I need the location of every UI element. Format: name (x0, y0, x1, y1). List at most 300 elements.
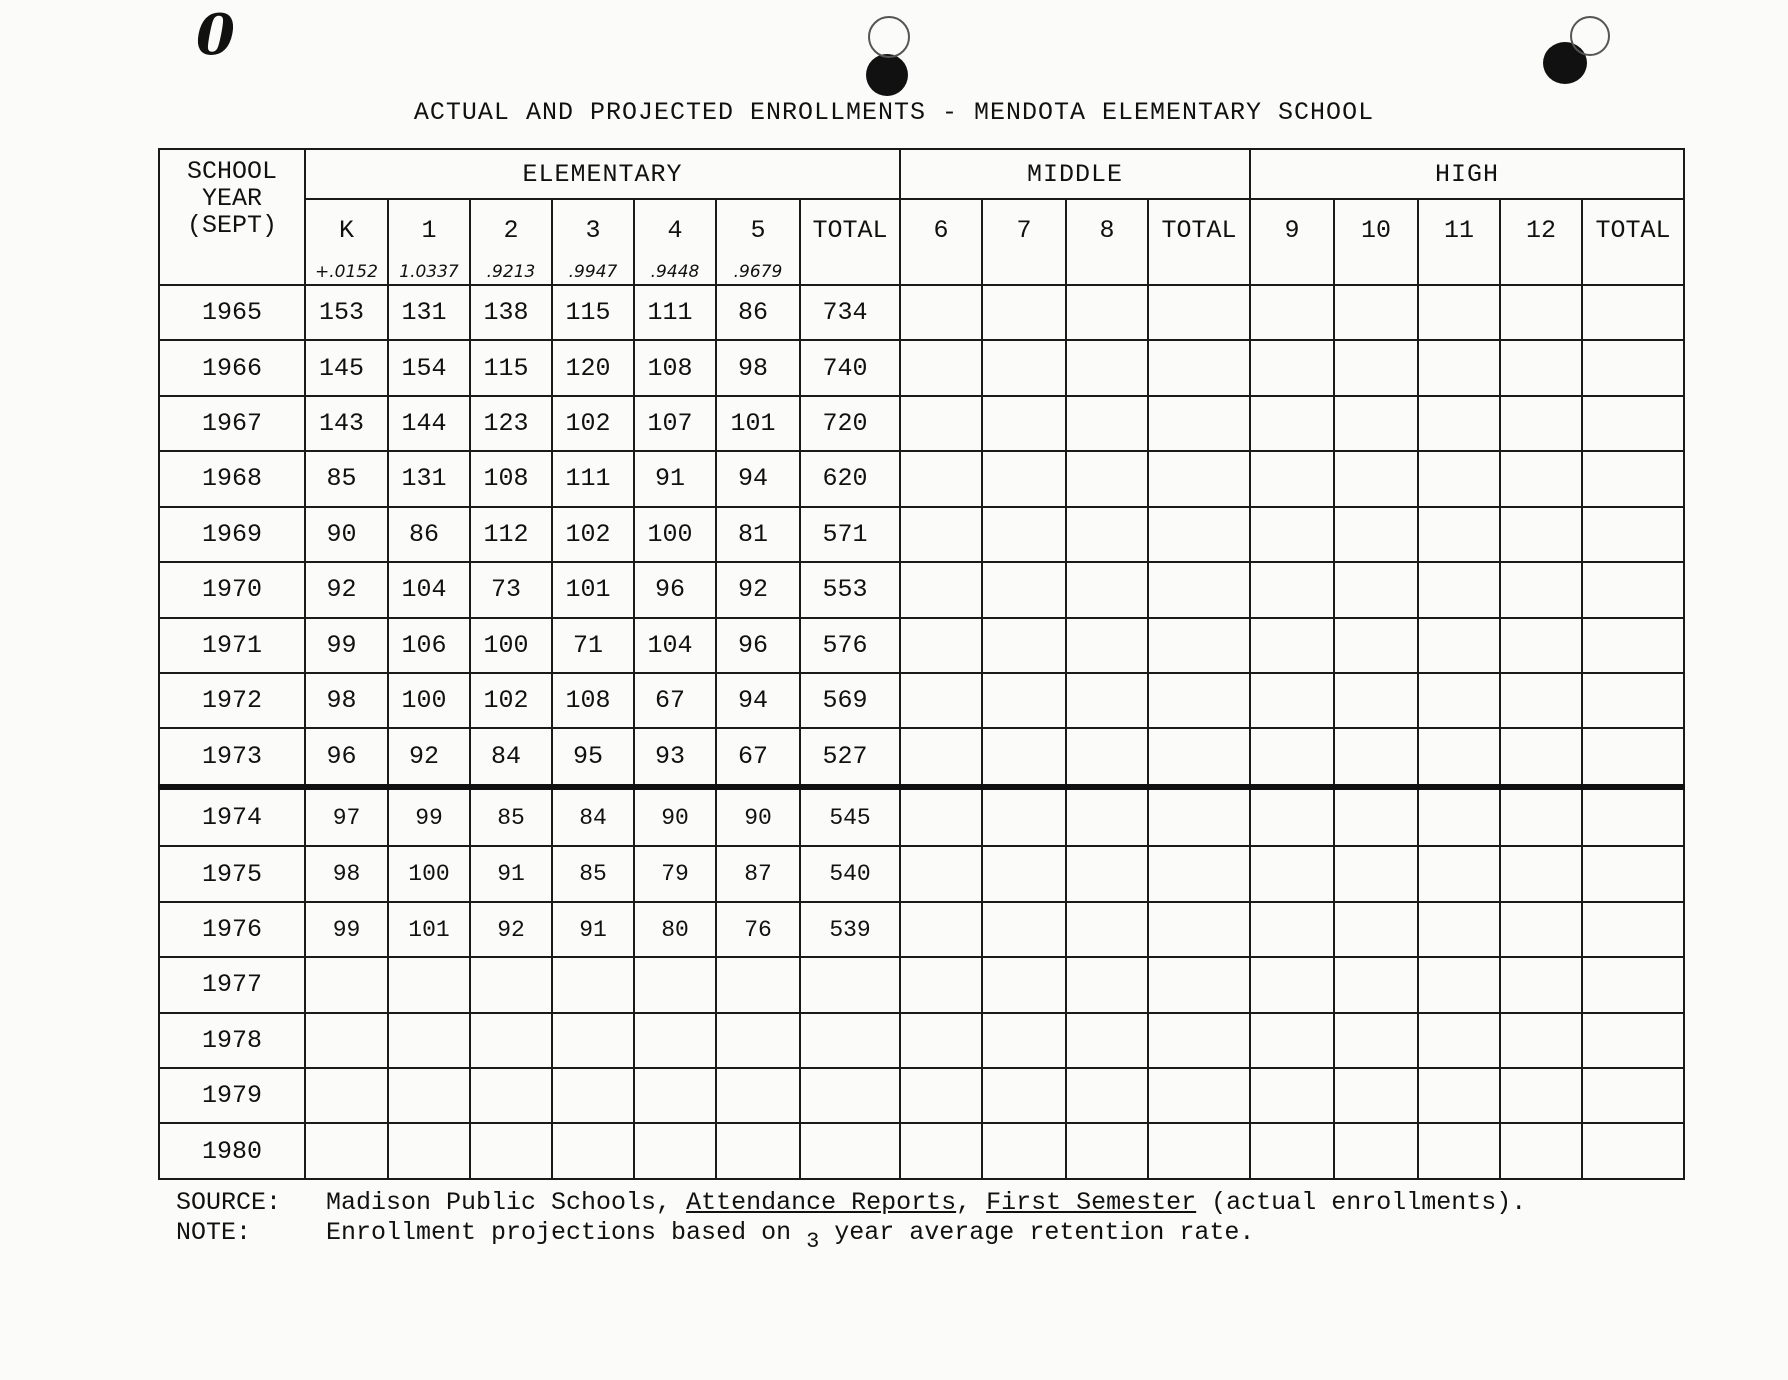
empty-cell (1500, 1013, 1582, 1068)
elementary-total-cell: 553 (800, 562, 900, 617)
year-cell: 1976 (159, 902, 305, 957)
enrollment-cell: 92 (388, 728, 470, 787)
table-row (159, 451, 1684, 506)
empty-cell (1500, 285, 1582, 340)
empty-cell (1066, 846, 1148, 901)
retention-rate: .9213 (486, 262, 536, 282)
empty-cell (1148, 728, 1250, 787)
enrollment-cell: 67 (634, 673, 716, 728)
empty-cell (900, 285, 982, 340)
grade-header-3 (552, 199, 634, 285)
enrollment-cell: 91 (634, 451, 716, 506)
empty-cell (982, 1068, 1066, 1123)
empty-cell (1582, 902, 1684, 957)
grade-header-11 (1418, 199, 1500, 285)
document-title: ACTUAL AND PROJECTED ENROLLMENTS - MENDOTA ELEMENTARY SCHOOL (413, 98, 1375, 127)
empty-cell (1334, 787, 1418, 846)
enrollment-cell: 144 (388, 396, 470, 451)
enrollment-cell (470, 1013, 552, 1068)
grade-label: TOTAL (812, 216, 888, 245)
enrollment-cell: 86 (716, 285, 800, 340)
year-cell: 1975 (159, 846, 305, 901)
enrollment-cell: 92 (305, 562, 388, 617)
source-text: (actual enrollments). (1196, 1188, 1527, 1217)
enrollment-cell: 154 (388, 340, 470, 395)
enrollment-cell: 115 (470, 340, 552, 395)
grade-label: TOTAL (1161, 216, 1237, 245)
year-cell: 1977 (159, 957, 305, 1012)
grade-label: 1 (421, 216, 437, 245)
empty-cell (1582, 957, 1684, 1012)
enrollment-cell: 138 (470, 285, 552, 340)
elementary-total-header (800, 199, 900, 285)
enrollment-cell (552, 957, 634, 1012)
empty-cell (1148, 340, 1250, 395)
table-body (159, 285, 1684, 1179)
enrollment-cell: 95 (552, 728, 634, 787)
empty-cell (1418, 787, 1500, 846)
enrollment-cell (305, 1013, 388, 1068)
empty-cell (1066, 618, 1148, 673)
empty-cell (1148, 902, 1250, 957)
empty-cell (1500, 673, 1582, 728)
enrollment-cell: 96 (305, 728, 388, 787)
grade-label: 2 (503, 216, 519, 245)
source-reference: Attendance Reports (686, 1188, 957, 1217)
header-line: YEAR (201, 184, 262, 213)
source-line (176, 1188, 1526, 1218)
enrollment-cell: 106 (388, 618, 470, 673)
empty-cell (1500, 507, 1582, 562)
grade-header-2 (470, 199, 552, 285)
empty-cell (1418, 285, 1500, 340)
empty-cell (1148, 1013, 1250, 1068)
enrollment-cell (388, 1123, 470, 1179)
enrollment-cell: 101 (716, 396, 800, 451)
elementary-total-cell: 576 (800, 618, 900, 673)
empty-cell (982, 285, 1066, 340)
empty-cell (1500, 396, 1582, 451)
year-cell: 1968 (159, 451, 305, 506)
note-text: year average retention rate. (819, 1218, 1255, 1247)
footer-notes (176, 1188, 1527, 1254)
empty-cell (1334, 340, 1418, 395)
empty-cell (1334, 507, 1418, 562)
empty-cell (1250, 618, 1334, 673)
empty-cell (982, 728, 1066, 787)
elementary-total-cell: 540 (800, 846, 900, 901)
empty-cell (1334, 1068, 1418, 1123)
enrollment-cell: 99 (388, 787, 470, 846)
empty-cell (1418, 451, 1500, 506)
empty-cell (1250, 285, 1334, 340)
grade-label: 9 (1284, 216, 1300, 245)
empty-cell (1500, 340, 1582, 395)
year-cell: 1972 (159, 673, 305, 728)
elementary-total-cell (800, 1013, 900, 1068)
enrollment-cell: 91 (552, 902, 634, 957)
empty-cell (1066, 1013, 1148, 1068)
table-row (159, 1013, 1684, 1068)
year-cell: 1970 (159, 562, 305, 617)
grade-label: 12 (1526, 216, 1557, 245)
year-cell: 1980 (159, 1123, 305, 1179)
empty-cell (1418, 846, 1500, 901)
year-cell: 1969 (159, 507, 305, 562)
empty-cell (1250, 451, 1334, 506)
enrollment-cell: 84 (552, 787, 634, 846)
elementary-total-cell: 571 (800, 507, 900, 562)
enrollment-cell (305, 1068, 388, 1123)
enrollment-cell: 120 (552, 340, 634, 395)
enrollment-cell: 145 (305, 340, 388, 395)
enrollment-cell (634, 1013, 716, 1068)
elementary-total-cell: 569 (800, 673, 900, 728)
table-row (159, 1068, 1684, 1123)
empty-cell (1418, 340, 1500, 395)
enrollment-cell: 108 (552, 673, 634, 728)
empty-cell (1066, 902, 1148, 957)
table-row (159, 340, 1684, 395)
empty-cell (1066, 1123, 1148, 1179)
empty-cell (1066, 562, 1148, 617)
enrollment-cell (552, 1013, 634, 1068)
retention-rate: .9448 (650, 262, 700, 282)
enrollment-cell: 73 (470, 562, 552, 617)
empty-cell (1250, 1068, 1334, 1123)
enrollment-cell: 67 (716, 728, 800, 787)
empty-cell (1418, 1123, 1500, 1179)
empty-cell (1582, 846, 1684, 901)
year-cell: 1974 (159, 787, 305, 846)
enrollment-cell: 94 (716, 451, 800, 506)
year-cell: 1966 (159, 340, 305, 395)
empty-cell (1418, 728, 1500, 787)
table-row (159, 846, 1684, 901)
empty-cell (900, 902, 982, 957)
empty-cell (1418, 562, 1500, 617)
empty-cell (900, 1013, 982, 1068)
empty-cell (982, 787, 1066, 846)
enrollment-cell: 97 (305, 787, 388, 846)
empty-cell (982, 673, 1066, 728)
note-text: Enrollment projections based on (326, 1218, 807, 1247)
empty-cell (1148, 618, 1250, 673)
empty-cell (1148, 1123, 1250, 1179)
year-cell: 1978 (159, 1013, 305, 1068)
year-cell: 1971 (159, 618, 305, 673)
elementary-total-cell: 527 (800, 728, 900, 787)
empty-cell (1334, 285, 1418, 340)
empty-cell (1066, 787, 1148, 846)
enrollment-cell: 98 (305, 846, 388, 901)
table-row (159, 957, 1684, 1012)
empty-cell (1418, 673, 1500, 728)
table-row (159, 562, 1684, 617)
empty-cell (1334, 1123, 1418, 1179)
enrollment-cell: 100 (470, 618, 552, 673)
enrollment-cell: 102 (552, 507, 634, 562)
empty-cell (1334, 957, 1418, 1012)
empty-cell (1500, 902, 1582, 957)
grade-header-8 (1066, 199, 1148, 285)
note-label: NOTE: (176, 1218, 252, 1247)
enrollment-cell (552, 1068, 634, 1123)
table-row (159, 673, 1684, 728)
enrollment-cell (716, 1068, 800, 1123)
empty-cell (1418, 396, 1500, 451)
empty-cell (982, 618, 1066, 673)
empty-cell (1582, 618, 1684, 673)
table-row (159, 507, 1684, 562)
enrollment-cell: 101 (388, 902, 470, 957)
empty-cell (1250, 396, 1334, 451)
punch-hole-ring (868, 16, 910, 58)
empty-cell (1418, 902, 1500, 957)
enrollment-table (158, 148, 1685, 1180)
enrollment-cell: 104 (388, 562, 470, 617)
empty-cell (1148, 673, 1250, 728)
middle-group-header: MIDDLE (900, 149, 1250, 199)
enrollment-cell: 91 (470, 846, 552, 901)
elementary-total-cell: 720 (800, 396, 900, 451)
elementary-total-cell (800, 1068, 900, 1123)
empty-cell (982, 1013, 1066, 1068)
empty-cell (1582, 1068, 1684, 1123)
table-row (159, 902, 1684, 957)
grade-label: 6 (933, 216, 949, 245)
retention-rate: .9947 (568, 262, 618, 282)
empty-cell (900, 957, 982, 1012)
header-line: SCHOOL (186, 157, 277, 186)
empty-cell (1148, 507, 1250, 562)
empty-cell (1250, 902, 1334, 957)
empty-cell (1250, 562, 1334, 617)
enrollment-cell: 131 (388, 285, 470, 340)
empty-cell (1066, 728, 1148, 787)
empty-cell (1500, 957, 1582, 1012)
empty-cell (900, 1123, 982, 1179)
empty-cell (1066, 1068, 1148, 1123)
empty-cell (1418, 1013, 1500, 1068)
empty-cell (1334, 396, 1418, 451)
empty-cell (900, 451, 982, 506)
punch-hole-ring (1570, 16, 1610, 56)
grade-header-10 (1334, 199, 1418, 285)
enrollment-cell (552, 1123, 634, 1179)
empty-cell (982, 396, 1066, 451)
enrollment-cell: 80 (634, 902, 716, 957)
header-line: (SEPT) (186, 211, 277, 240)
empty-cell (982, 846, 1066, 901)
empty-cell (1500, 562, 1582, 617)
empty-cell (1148, 787, 1250, 846)
enrollment-cell: 104 (634, 618, 716, 673)
enrollment-cell: 108 (470, 451, 552, 506)
enrollment-cell (634, 1123, 716, 1179)
empty-cell (1148, 451, 1250, 506)
grade-label: 5 (750, 216, 766, 245)
enrollment-cell: 102 (552, 396, 634, 451)
empty-cell (1500, 618, 1582, 673)
empty-cell (982, 340, 1066, 395)
empty-cell (1582, 728, 1684, 787)
empty-cell (1418, 618, 1500, 673)
enrollment-cell: 92 (716, 562, 800, 617)
handwritten-mark: 0 (196, 2, 235, 68)
empty-cell (1334, 673, 1418, 728)
enrollment-cell (470, 1123, 552, 1179)
enrollment-cell (634, 1068, 716, 1123)
empty-cell (1148, 846, 1250, 901)
enrollment-cell: 99 (305, 902, 388, 957)
empty-cell (1148, 285, 1250, 340)
empty-cell (900, 846, 982, 901)
note-number: 3 (806, 1229, 820, 1254)
enrollment-cell (305, 957, 388, 1012)
grade-label: TOTAL (1595, 216, 1671, 245)
empty-cell (982, 902, 1066, 957)
enrollment-cell: 123 (470, 396, 552, 451)
enrollment-cell: 107 (634, 396, 716, 451)
enrollment-cell: 96 (716, 618, 800, 673)
grade-header-9 (1250, 199, 1334, 285)
empty-cell (1250, 846, 1334, 901)
source-label: SOURCE: (176, 1188, 282, 1217)
enrollment-cell: 102 (470, 673, 552, 728)
empty-cell (900, 340, 982, 395)
elementary-total-cell: 734 (800, 285, 900, 340)
note-line (176, 1218, 1526, 1254)
empty-cell (1066, 673, 1148, 728)
enrollment-cell (470, 1068, 552, 1123)
enrollment-cell: 86 (388, 507, 470, 562)
enrollment-cell: 84 (470, 728, 552, 787)
enrollment-cell: 81 (716, 507, 800, 562)
empty-cell (1582, 673, 1684, 728)
empty-cell (1418, 957, 1500, 1012)
source-text: Madison Public Schools, (326, 1188, 687, 1217)
enrollment-cell (716, 1123, 800, 1179)
empty-cell (1250, 957, 1334, 1012)
enrollment-cell: 112 (470, 507, 552, 562)
empty-cell (982, 1123, 1066, 1179)
enrollment-cell: 115 (552, 285, 634, 340)
empty-cell (1250, 1013, 1334, 1068)
enrollment-cell: 111 (552, 451, 634, 506)
empty-cell (1334, 562, 1418, 617)
enrollment-cell: 90 (716, 787, 800, 846)
enrollment-cell (470, 957, 552, 1012)
empty-cell (1148, 1068, 1250, 1123)
enrollment-cell: 85 (470, 787, 552, 846)
table-row (159, 618, 1684, 673)
grade-header-6 (900, 199, 982, 285)
year-cell: 1965 (159, 285, 305, 340)
enrollment-cell (634, 957, 716, 1012)
enrollment-cell (716, 957, 800, 1012)
empty-cell (900, 618, 982, 673)
empty-cell (1582, 562, 1684, 617)
empty-cell (1582, 787, 1684, 846)
high-total-header (1582, 199, 1684, 285)
empty-cell (1500, 846, 1582, 901)
enrollment-cell: 131 (388, 451, 470, 506)
enrollment-cell: 98 (305, 673, 388, 728)
enrollment-cell: 85 (305, 451, 388, 506)
empty-cell (1582, 285, 1684, 340)
source-reference: First Semester (986, 1188, 1197, 1217)
empty-cell (1582, 396, 1684, 451)
enrollment-cell: 108 (634, 340, 716, 395)
empty-cell (1582, 1123, 1684, 1179)
empty-cell (1582, 507, 1684, 562)
empty-cell (900, 1068, 982, 1123)
empty-cell (1250, 787, 1334, 846)
grade-header-5 (716, 199, 800, 285)
table-row (159, 1123, 1684, 1179)
empty-cell (900, 673, 982, 728)
enrollment-cell (388, 1013, 470, 1068)
elementary-total-cell: 539 (800, 902, 900, 957)
enrollment-cell: 111 (634, 285, 716, 340)
empty-cell (982, 957, 1066, 1012)
enrollment-cell: 100 (388, 846, 470, 901)
grade-header-12 (1500, 199, 1582, 285)
empty-cell (1334, 728, 1418, 787)
empty-cell (1418, 507, 1500, 562)
table-row (159, 396, 1684, 451)
grade-label: 3 (585, 216, 601, 245)
elementary-total-cell: 545 (800, 787, 900, 846)
empty-cell (1334, 902, 1418, 957)
empty-cell (1582, 451, 1684, 506)
enrollment-cell: 100 (634, 507, 716, 562)
enrollment-cell (305, 1123, 388, 1179)
empty-cell (1500, 728, 1582, 787)
grade-label: 7 (1016, 216, 1032, 245)
middle-total-header (1148, 199, 1250, 285)
elementary-total-cell (800, 1123, 900, 1179)
enrollment-cell (388, 957, 470, 1012)
empty-cell (982, 562, 1066, 617)
enrollment-cell: 143 (305, 396, 388, 451)
empty-cell (1500, 1068, 1582, 1123)
table-row (159, 285, 1684, 340)
grade-label: 4 (667, 216, 683, 245)
enrollment-cell: 153 (305, 285, 388, 340)
empty-cell (1582, 340, 1684, 395)
empty-cell (1066, 285, 1148, 340)
empty-cell (1066, 957, 1148, 1012)
retention-rate: .9679 (733, 262, 783, 282)
table-header (159, 149, 1684, 285)
enrollment-cell: 92 (470, 902, 552, 957)
empty-cell (1334, 618, 1418, 673)
grade-label: 10 (1361, 216, 1392, 245)
table-row (159, 728, 1684, 787)
source-text: , (956, 1188, 987, 1217)
empty-cell (1250, 1123, 1334, 1179)
empty-cell (900, 787, 982, 846)
year-cell: 1967 (159, 396, 305, 451)
enrollment-cell: 87 (716, 846, 800, 901)
empty-cell (1500, 787, 1582, 846)
enrollment-cell: 101 (552, 562, 634, 617)
empty-cell (1334, 846, 1418, 901)
enrollment-cell: 79 (634, 846, 716, 901)
empty-cell (982, 507, 1066, 562)
